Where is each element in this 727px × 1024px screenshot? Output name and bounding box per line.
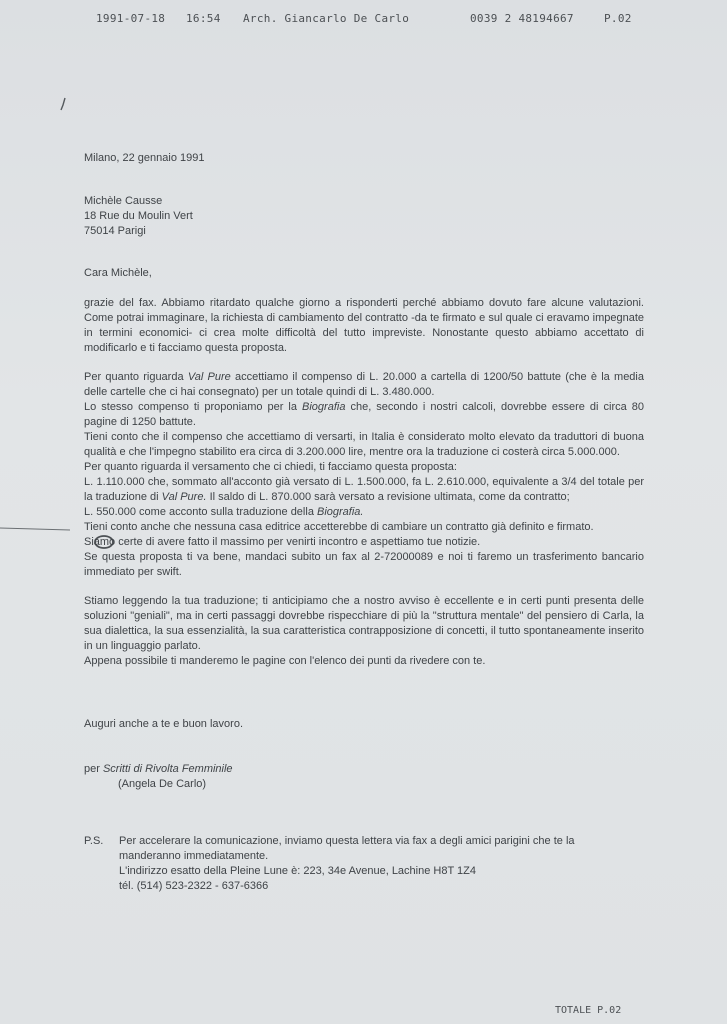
postscript-label: P.S.: [84, 835, 104, 847]
postscript-line: L'indirizzo esatto della Pleine Lune è: 223, 34e Avenue, Lachine H8T 1Z4: [119, 865, 477, 877]
paragraph: grazie del fax. Abbiamo ritardato qualche giorno a risponderti perché abbiamo dovuto fare alcune valutazioni. Come potrai immaginare, la richiesta di cambiamento del contratto -da te firmato e sul quale ci eravamo impegnate in termini economici- ci crea molte difficoltà del tutto impreviste. Nonostante questo abbiamo accettato di modificarlo e ti facciamo questa proposta.: [84, 297, 644, 354]
closing-greeting: Auguri anche a te e buon lavoro.: [84, 718, 244, 730]
fax-page-number: P.02: [604, 12, 632, 25]
paragraph: Siamo certe di avere fatto il massimo per venirti incontro e aspettiamo tue notizie.: [84, 536, 481, 548]
fax-sender: Arch. Giancarlo De Carlo: [243, 12, 410, 25]
book-title: Val Pure: [187, 371, 231, 383]
address-line: Michèle Causse: [84, 195, 163, 207]
salutation: Cara Michèle,: [84, 267, 152, 279]
paragraph: Lo stesso compenso ti proponiamo per la Biografia che, secondo i nostri calcoli, dovrebbe essere di circa 80 pagine di 1250 battute.: [84, 401, 644, 428]
postscript-line: Per accelerare la comunicazione, inviamo questa lettera via fax a degli amici parigini che te la manderanno immediatamente.: [119, 835, 575, 862]
letter-body: [84, 296, 644, 683]
place-date: Milano, 22 gennaio 1991: [84, 152, 205, 164]
paragraph: Stiamo leggendo la tua traduzione; ti anticipiamo che a nostro avviso è eccellente e in certi punti presenta delle soluzioni "geniali", ma in certi passaggi dovrebbe rispecchiare di più la "struttura mentale" del pensiero di Carla, la sua dialettica, la sua essenzialità, la sua caratteristica contrapposizione di concetti, il tutto spontaneamente inserito in un linguaggio parlato.: [84, 595, 644, 652]
paragraph: L. 550.000 come acconto sulla traduzione della Biografia.: [84, 506, 364, 518]
fax-phone: 0039 2 48194667: [470, 12, 574, 25]
signature-block: [84, 762, 644, 792]
book-title: Biografia.: [317, 506, 364, 518]
signature-organization: Scritti di Rivolta Femminile: [102, 763, 233, 775]
paragraph: Per quanto riguarda il versamento che ci chiedi, ti facciamo questa proposta:: [84, 461, 457, 473]
book-title: Biografia: [302, 401, 346, 413]
recipient-address: [84, 194, 644, 239]
fax-date: 1991-07-18: [96, 12, 166, 25]
signature-prefix: per: [84, 763, 103, 775]
fax-total-pages: TOTALE P.02: [555, 1005, 622, 1016]
book-title: Val Pure.: [161, 491, 207, 503]
paragraph: Per quanto riguarda Val Pure accettiamo il compenso di L. 20.000 a cartella di 1200/50 battute (che è la media delle cartelle che ci hai consegnato) per un totale quindi di L. 3.480.000.: [84, 371, 644, 398]
paragraph: Appena possibile ti manderemo le pagine con l'elenco dei punti da rivedere con te.: [84, 655, 486, 667]
paragraph: L. 1.110.000 che, sommato all'acconto già versato di L. 1.500.000, fa L. 2.610.000, equivalente a 3/4 del totale per la traduzione di Val Pure. Il saldo di L. 870.000 sarà versato a revisione ultimata, come da contratto;: [84, 476, 644, 503]
paragraph: Se questa proposta ti va bene, mandaci subito un fax al 2-72000089 e noi ti faremo un trasferimento bancario immediato per swift.: [84, 551, 644, 578]
postscript-line: tél. (514) 523-2322 - 637-6366: [119, 880, 269, 892]
signature-name: (Angela De Carlo): [118, 778, 207, 790]
address-line: 18 Rue du Moulin Vert: [84, 210, 193, 222]
address-line: 75014 Parigi: [84, 225, 146, 237]
paragraph: Tieni conto che il compenso che accettiamo di versarti, in Italia è considerato molto elevato da traduttori di buona qualità e che l'impegno stabilito era circa di 3.200.000 lire, mentre ora la traduzione ci costerà circa 5.000.000.: [84, 431, 644, 458]
pen-mark-icon: [60, 97, 66, 111]
fax-time: 16:54: [186, 12, 221, 25]
paragraph: Tieni conto anche che nessuna casa editrice accetterebbe di cambiare un contratto già definito e firmato.: [84, 521, 594, 533]
